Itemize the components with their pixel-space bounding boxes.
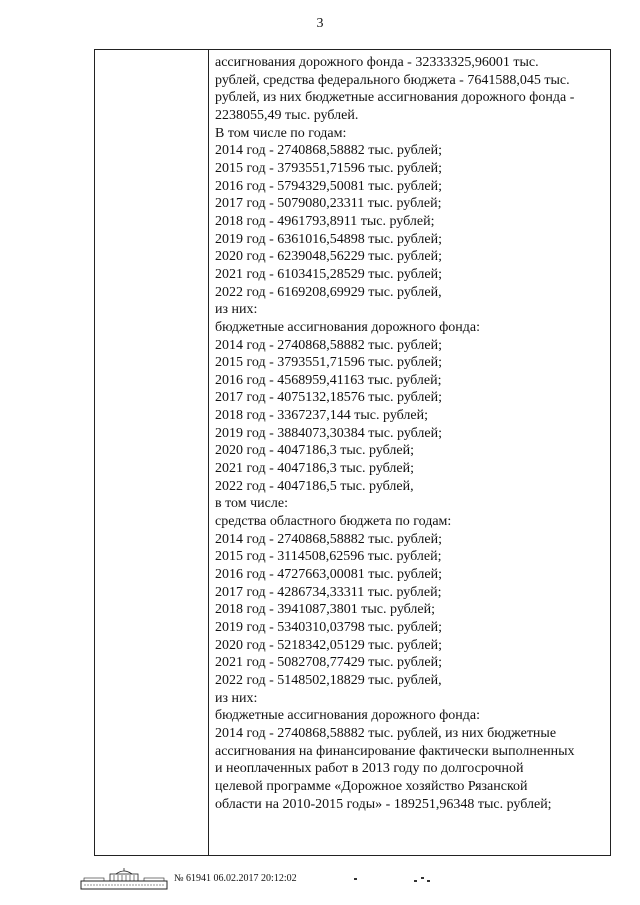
scan-mark — [354, 878, 357, 880]
text-line: 2015 год - 3793551,71596 тыс. рублей; — [215, 160, 443, 176]
text-line: 2014 год - 2740868,58882 тыс. рублей; — [215, 337, 443, 353]
text-line: 2015 год - 3114508,62596 тыс. рублей; — [215, 549, 442, 565]
text-line: из них: — [215, 302, 258, 318]
footer — [80, 868, 620, 892]
text-line: ассигнования дорожного фонда - 32333325,96001 тыс. — [215, 55, 539, 70]
text-line: в том числе: — [215, 496, 288, 512]
text-line: 2014 год - 2740868,58882 тыс. рублей; — [215, 531, 443, 547]
text-line: 2022 год - 4047186,5 тыс. рублей, — [215, 478, 414, 494]
text-line: 2016 год - 4568959,41163 тыс. рублей; — [215, 372, 442, 388]
text-line: 2020 год - 6239048,56229 тыс. рублей; — [215, 249, 443, 265]
table-column-divider — [208, 49, 209, 856]
text-line: 2021 год - 6103415,28529 тыс. рублей; — [215, 266, 443, 282]
text-line: 2022 год - 5148502,18829 тыс. рублей, — [215, 672, 442, 688]
seal-icon — [80, 868, 168, 890]
text-line: 2021 год - 4047186,3 тыс. рублей; — [215, 461, 415, 477]
text-line: 2014 год - 2740868,58882 тыс. рублей; — [215, 143, 443, 159]
text-line: из них: — [215, 690, 258, 706]
text-line: 2019 год - 3884073,30384 тыс. рублей; — [215, 425, 443, 441]
text-line: бюджетные ассигнования дорожного фонда: — [215, 708, 480, 724]
text-line: 2019 год - 5340310,03798 тыс. рублей; — [215, 620, 443, 635]
text-line: 2020 год - 5218342,05129 тыс. рублей; — [215, 637, 443, 653]
text-line: 2017 год - 4075132,18576 тыс. рублей; — [215, 390, 443, 406]
scan-mark — [421, 877, 424, 879]
text-line: средства областного бюджета по годам: — [215, 514, 452, 530]
text-line: 2017 год - 4286734,33311 тыс. рублей; — [215, 584, 442, 600]
text-line: 2018 год - 3941087,3801 тыс. рублей; — [215, 602, 436, 618]
text-line: 2018 год - 3367237,144 тыс. рублей; — [215, 408, 429, 424]
document-stamp: № 61941 06.02.2017 20:12:02 — [174, 873, 297, 884]
text-line: 2017 год - 5079080,23311 тыс. рублей; — [215, 196, 442, 212]
text-line: 2014 год - 2740868,58882 тыс. рублей, из них бюджетные — [215, 725, 557, 741]
scan-mark — [427, 880, 430, 882]
scan-mark — [414, 880, 417, 882]
text-line: 2015 год - 3793551,71596 тыс. рублей; — [215, 355, 443, 371]
text-line: рублей, из них бюджетные ассигнования дорожного фонда - — [215, 90, 575, 106]
page-number: 3 — [316, 16, 324, 31]
text-line: и неоплаченных работ в 2013 году по долгосрочной — [215, 761, 524, 777]
text-line: 2022 год - 6169208,69929 тыс. рублей, — [215, 284, 442, 300]
text-line: области на 2010-2015 годы» - 189251,96348 тыс. рублей; — [215, 796, 552, 812]
text-line: 2018 год - 4961793,8911 тыс. рублей; — [215, 213, 435, 229]
text-line: 2021 год - 5082708,77429 тыс. рублей; — [215, 655, 443, 671]
text-line: 2019 год - 6361016,54898 тыс. рублей; — [215, 231, 443, 247]
text-line: В том числе по годам: — [215, 125, 347, 141]
text-line: ассигнования на финансирование фактически выполненных — [215, 743, 575, 759]
text-line: рублей, средства федерального бюджета - 7641588,045 тыс. — [215, 72, 570, 88]
text-line: целевой программе «Дорожное хозяйство Рязанской — [215, 778, 528, 794]
text-line: бюджетные ассигнования дорожного фонда: — [215, 319, 480, 335]
text-line: 2020 год - 4047186,3 тыс. рублей; — [215, 443, 415, 459]
text-line: 2016 год - 4727663,00081 тыс. рублей; — [215, 567, 443, 583]
text-line: 2016 год - 5794329,50081 тыс. рублей; — [215, 178, 443, 194]
table-cell-content — [215, 54, 607, 813]
text-line: 2238055,49 тыс. рублей. — [215, 107, 359, 123]
